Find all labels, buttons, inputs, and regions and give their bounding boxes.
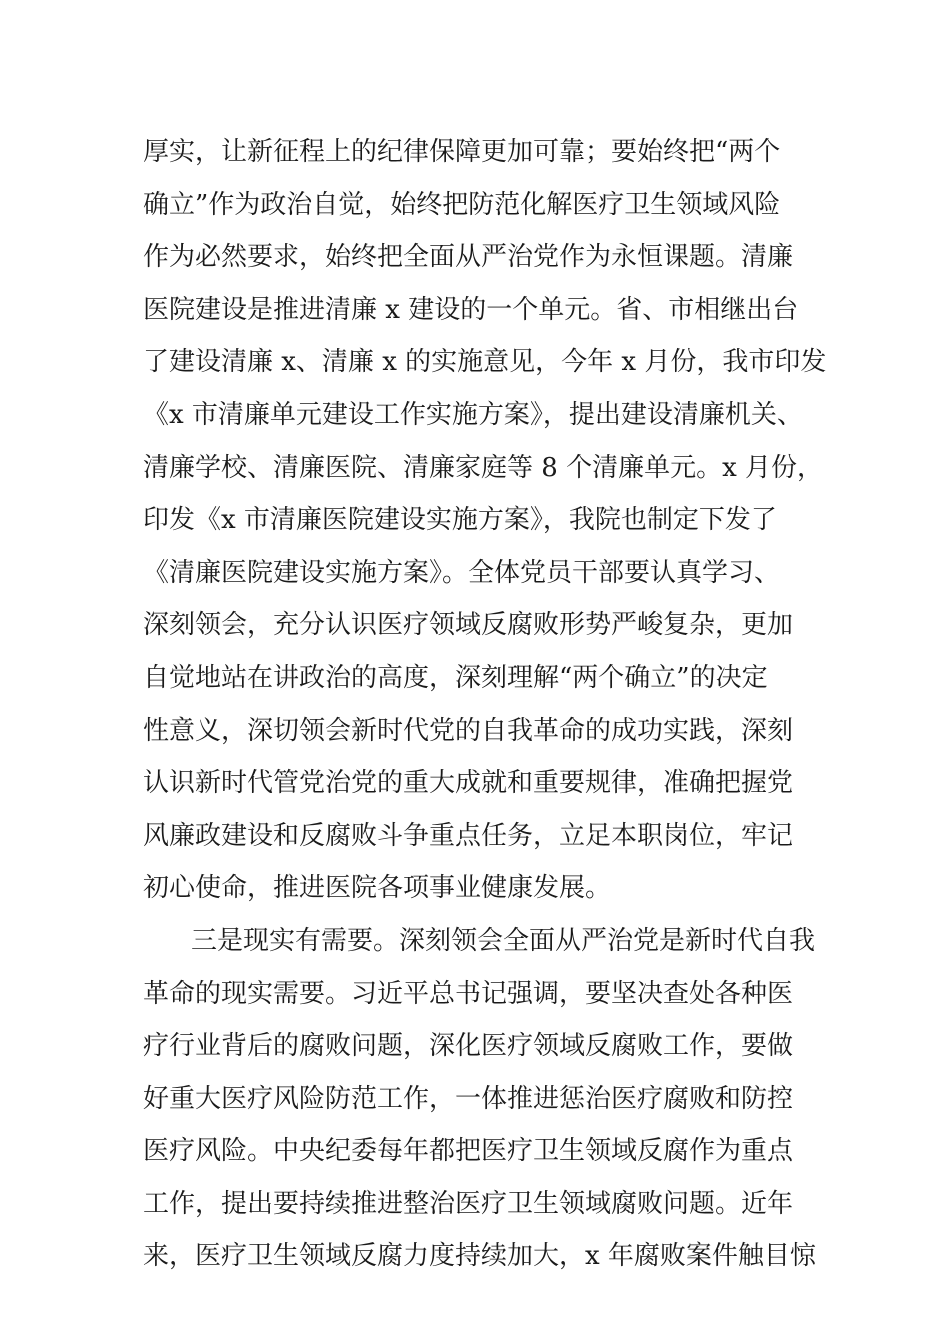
text-line: 来，医疗卫生领域反腐力度持续加大，x 年腐败案件触目惊 (143, 1241, 816, 1272)
text-line: 初心使命，推进医院各项事业健康发展。 (143, 873, 612, 904)
text-line: 三是现实有需要。深刻领会全面从严治党是新时代自我 (191, 925, 816, 956)
text-line: 工作，提出要持续推进整治医疗卫生领域腐败问题。近年 (143, 1188, 794, 1219)
text-line: 医院建设是推进清廉 x 建设的一个单元。省、市相继出台 (143, 294, 799, 325)
text-line: 疗行业背后的腐败问题，深化医疗领域反腐败工作，要做 (143, 1031, 794, 1062)
text-line: 《清廉医院建设实施方案》。全体党员干部要认真学习、 (143, 557, 781, 588)
body-text (143, 126, 827, 1283)
text-line: 厚实，让新征程上的纪律保障更加可靠；要始终把“两个 (143, 137, 781, 167)
text-line: 深刻领会，充分认识医疗领域反腐败形势严峻复杂，更加 (143, 610, 794, 641)
text-line: 作为必然要求，始终把全面从严治党作为永恒课题。清廉 (143, 242, 794, 273)
text-line: 清廉学校、清廉医院、清廉家庭等 8 个清廉单元。x 月份， (143, 452, 823, 483)
paragraph-2 (143, 915, 823, 1283)
text-line: 好重大医疗风险防范工作，一体推进惩治医疗腐败和防控 (143, 1083, 794, 1114)
text-line: 风廉政建设和反腐败斗争重点任务，立足本职岗位，牢记 (143, 820, 794, 851)
text-line: 性意义，深切领会新时代党的自我革命的成功实践，深刻 (143, 715, 794, 746)
text-line: 《x 市清廉单元建设工作实施方案》，提出建设清廉机关、 (143, 399, 803, 430)
text-line: 认识新时代管党治党的重大成就和重要规律，准确把握党 (143, 768, 794, 799)
text-line: 印发《x 市清廉医院建设实施方案》，我院也制定下发了 (143, 505, 777, 536)
paragraph-1 (143, 126, 827, 915)
text-line: 革命的现实需要。习近平总书记强调，要坚决查处各种医 (143, 978, 794, 1009)
text-line: 确立”作为政治自觉，始终把防范化解医疗卫生领域风险 (143, 189, 781, 220)
text-line: 了建设清廉 x、清廉 x 的实施意见，今年 x 月份，我市印发 (143, 347, 827, 378)
text-line: 自觉地站在讲政治的高度，深刻理解“两个确立”的决定 (143, 662, 768, 693)
text-line: 医疗风险。中央纪委每年都把医疗卫生领域反腐作为重点 (143, 1136, 794, 1167)
